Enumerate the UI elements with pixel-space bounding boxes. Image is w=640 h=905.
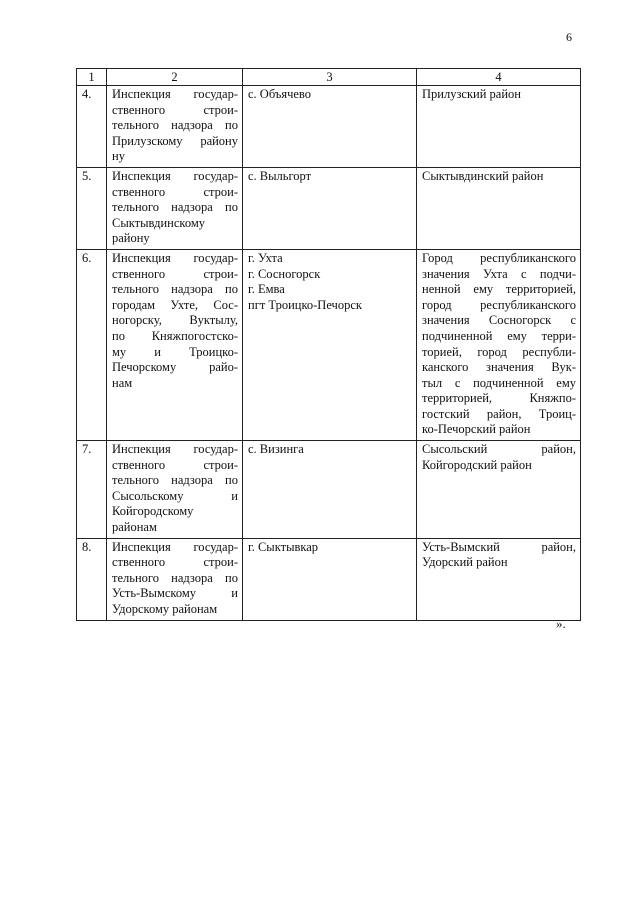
location-cell [243,441,417,539]
inspection-name-line: Сыктывдинскому [112,215,205,230]
inspection-name-line: му и Троицко- [112,344,238,359]
inspection-name-cell [107,86,243,168]
column-header-1: 1 [77,69,107,86]
location-line: с. Выльгорт [248,168,312,183]
inspection-name-line: Инспекция государ- [112,539,238,554]
jurisdiction-line: ненной ему территорией, [422,282,576,297]
row-number: 8. [77,538,107,620]
inspection-name-line: ственного строи- [112,266,238,281]
jurisdiction-line: Удорский район [422,555,508,570]
jurisdiction-line: город республиканского [422,297,576,312]
jurisdiction-line: подчиненной ему терри- [422,328,576,343]
table-row [77,86,581,168]
location-cell [243,167,417,249]
inspection-name-line: городам Ухте, Сос- [112,297,238,312]
row-number: 4. [77,86,107,168]
inspection-name-line: ногорску, Вуктылу, [112,313,238,328]
inspection-name-line: району [112,231,150,246]
table-body [77,86,581,621]
location-line: с. Объячево [248,87,311,101]
inspection-name-line: Койгородскому [112,504,194,519]
inspection-name-cell [107,538,243,620]
row-number: 6. [77,249,107,440]
table-row [77,167,581,249]
inspection-name-line: по Княжпогостско- [112,328,238,343]
inspection-name-line: районам [112,520,157,535]
jurisdiction-cell [417,86,581,168]
inspection-name-line: тельного надзора по [112,200,238,215]
inspection-name-line: тельного надзора по [112,570,238,585]
inspection-name-line: Инспекция государ- [112,442,238,457]
inspection-name-line: Инспекция государ- [112,250,238,265]
inspection-name-cell [107,167,243,249]
inspection-name-line: ственного строи- [112,102,238,117]
column-header-2: 2 [107,69,243,86]
page-number: 6 [566,30,572,44]
inspection-name-cell [107,441,243,539]
location-cell [243,538,417,620]
inspection-table [76,68,581,621]
jurisdiction-line: гостский район, Троиц- [422,406,576,421]
location-line: г. Сосногорск [248,266,321,281]
jurisdiction-line: канского значения Вук- [422,360,576,375]
inspection-name-line: Сысольскому и [112,488,238,503]
table-row [77,441,581,539]
jurisdiction-line: тыл с подчиненной ему [422,375,576,390]
inspection-name-line: ственного строи- [112,184,238,199]
location-line: с. Визинга [248,442,304,457]
inspection-name-line: тельного надзора по [112,118,238,133]
jurisdiction-cell [417,249,581,440]
row-number: 7. [77,441,107,539]
location-line: г. Сыктывкар [248,539,319,554]
closing-quote-mark: ». [556,616,566,631]
inspection-name-line: тельного надзора по [112,473,238,488]
inspection-name-line: Печорскому райо- [112,360,238,375]
table-header-row [77,69,581,86]
inspection-name-line: Прилузскому району [112,133,238,148]
table-row [77,538,581,620]
inspection-name-line: ственного строи- [112,457,238,472]
location-line: г. Ухта [248,250,283,265]
jurisdiction-line: значения Сосногорск с [422,313,576,328]
jurisdiction-line: Койгородский район [422,457,532,472]
inspection-name-line: Удорскому районам [112,602,218,616]
column-header-4: 4 [417,69,581,86]
inspection-name-line: тельного надзора по [112,282,238,297]
jurisdiction-line: ко-Печорский район [422,422,531,437]
jurisdiction-cell [417,167,581,249]
jurisdiction-cell [417,441,581,539]
row-number: 5. [77,167,107,249]
column-header-3: 3 [243,69,417,86]
jurisdiction-line: значения Ухта с подчи- [422,266,576,281]
location-cell [243,249,417,440]
inspection-name-line: ственного строи- [112,555,238,570]
jurisdiction-line: территорией, Княжпо- [422,391,576,406]
jurisdiction-line: Усть-Вымский район, [422,539,576,554]
jurisdiction-line: Город республиканского [422,250,576,265]
inspection-name-line: Инспекция государ- [112,87,238,101]
location-cell [243,86,417,168]
inspection-name-line: ну [112,149,125,164]
location-line: пгт Троицко-Печорск [248,297,362,312]
location-line: г. Емва [248,282,285,297]
inspection-name-line: Инспекция государ- [112,168,238,183]
jurisdiction-line: Прилузский район [422,87,521,101]
jurisdiction-cell [417,538,581,620]
jurisdiction-line: Сысольский район, [422,442,576,457]
table-row [77,249,581,440]
jurisdiction-line: торией, город республи- [422,344,576,359]
inspection-name-cell [107,249,243,440]
jurisdiction-line: Сыктывдинский район [422,168,544,183]
inspection-name-line: Усть-Вымскому и [112,586,238,601]
inspection-name-line: нам [112,375,133,390]
